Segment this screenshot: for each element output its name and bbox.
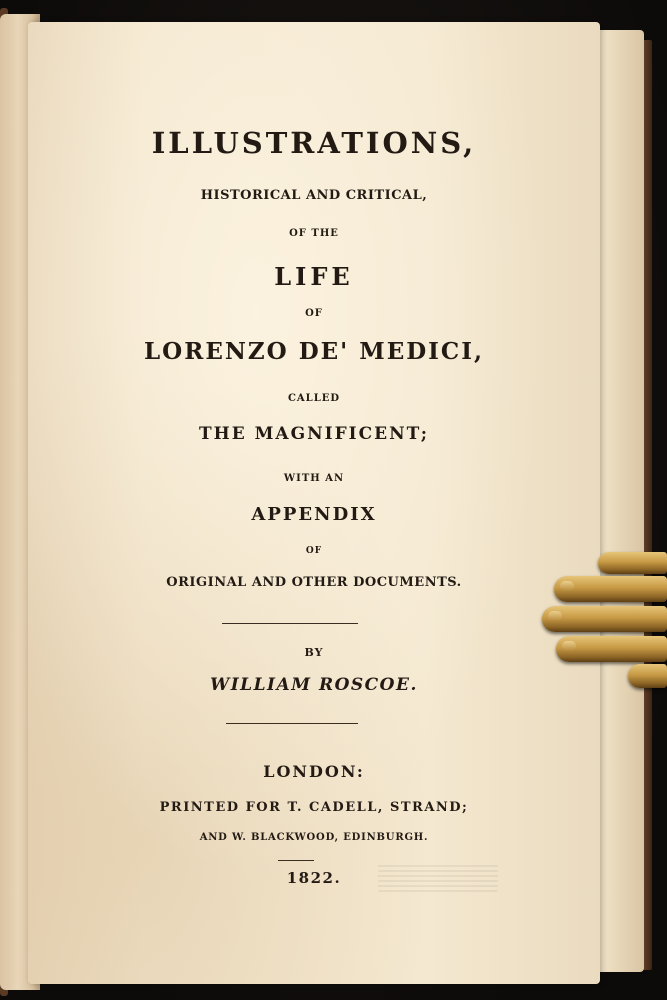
clip-fingernail: [560, 581, 574, 591]
title-magnificent: THE MAGNIFICENT;: [199, 424, 429, 444]
divider-rule-2: [226, 723, 358, 724]
clip-fingernail: [562, 641, 576, 651]
text-by: BY: [304, 646, 324, 659]
author-name: WILLIAM ROSCOE.: [210, 675, 418, 695]
divider-rule-1: [222, 623, 358, 624]
clip-finger: [598, 552, 667, 574]
title-illustrations: ILLUSTRATIONS,: [151, 126, 477, 160]
title-page-text: [28, 22, 600, 984]
imprint-printer: PRINTED FOR T. CADELL, STRAND;: [159, 800, 469, 815]
text-of-2: OF: [305, 546, 323, 556]
title-lorenzo: LORENZO DE' MEDICI,: [144, 338, 484, 365]
faint-library-stamp: [378, 862, 498, 892]
imprint-place: LONDON:: [263, 762, 365, 781]
divider-rule-3: [278, 860, 314, 861]
imprint-year: 1822.: [286, 869, 342, 887]
text-called: CALLED: [287, 393, 341, 404]
text-of-the: OF THE: [289, 228, 339, 239]
title-appendix: APPENDIX: [251, 504, 377, 525]
imprint-co-publisher: AND W. BLACKWOOD, EDINBURGH.: [199, 832, 429, 843]
clip-thumb: [628, 664, 667, 688]
text-of: OF: [305, 308, 323, 319]
clip-fingernail: [548, 611, 562, 621]
title-life: LIFE: [274, 262, 354, 291]
text-with-an: WITH AN: [283, 473, 345, 484]
subtitle-historical-critical: HISTORICAL AND CRITICAL,: [200, 188, 428, 203]
subtitle-documents: ORIGINAL AND OTHER DOCUMENTS.: [166, 575, 462, 590]
title-page: [28, 22, 600, 984]
brass-hand-clip-icon: [540, 548, 667, 694]
